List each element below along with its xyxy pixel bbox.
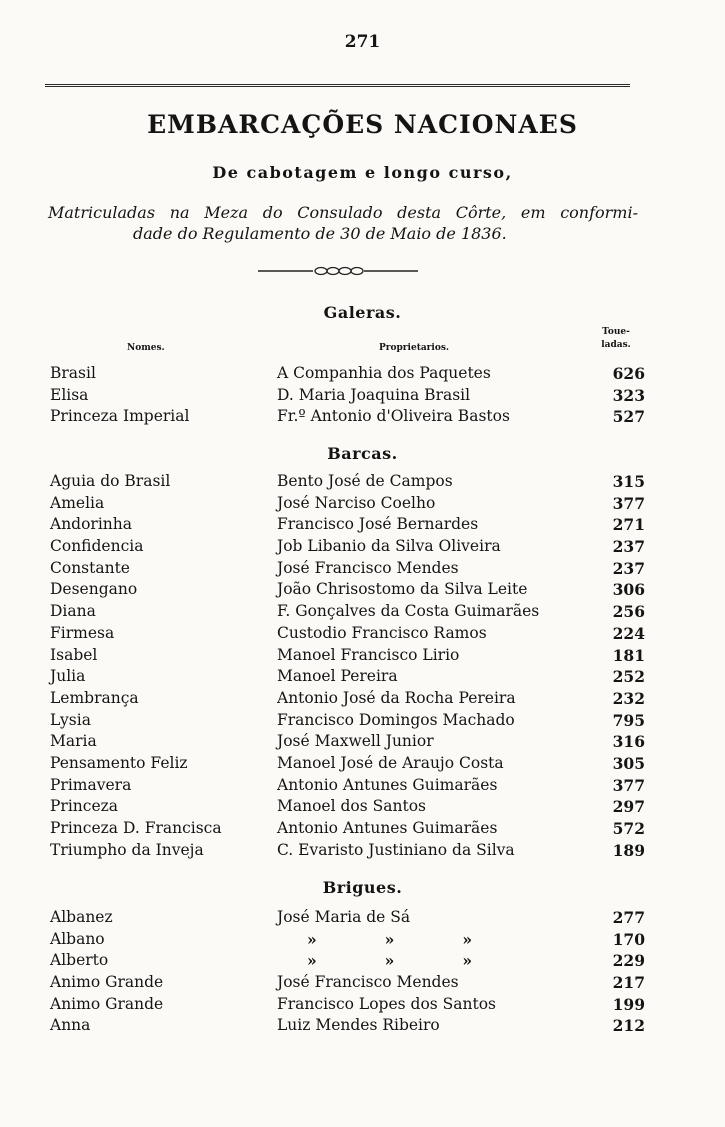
tonnage-value: 181 (612, 645, 645, 665)
table-row (50, 711, 645, 733)
table-row (50, 580, 645, 602)
vessel-name: Confidencia (50, 537, 144, 556)
brigues-rows (50, 908, 645, 1038)
tonnage-value: 256 (612, 602, 645, 622)
owner-name: Francisco Domingos Machado (277, 710, 515, 729)
tonnage-value: 323 (612, 385, 645, 405)
tonnage-value: 271 (612, 515, 645, 535)
owner-name: F. Gonçalves da Costa Guimarães (277, 602, 540, 621)
owner-name: José Francisco Mendes (277, 973, 459, 992)
vessel-name: Alberto (50, 951, 109, 970)
tonnage-value: 199 (612, 994, 645, 1014)
table-row (50, 930, 645, 952)
column-header-name: Nomes. (127, 343, 165, 353)
table-row (50, 973, 645, 995)
owner-name: Job Libanio da Silva Oliveira (277, 537, 501, 556)
tonnage-value: 377 (612, 775, 645, 795)
tonnage-header-line-2: ladas. (601, 340, 631, 350)
ornament-divider-icon (258, 266, 418, 276)
owner-name: Fr.º Antonio d'Oliveira Bastos (277, 407, 510, 426)
tonnage-value: 237 (612, 558, 645, 578)
owner-name: Manoel dos Santos (277, 797, 426, 816)
vessel-name: Firmesa (50, 623, 115, 642)
column-header-owner: Proprietarios. (379, 343, 450, 353)
table-row (50, 819, 645, 841)
table-row (50, 537, 645, 559)
vessel-name: Aguia do Brasil (50, 472, 171, 490)
ditto-mark: » (307, 929, 317, 949)
vessel-name: Brasil (50, 364, 96, 382)
tonnage-value: 626 (612, 364, 645, 383)
page-number: 271 (344, 32, 381, 52)
vessel-name: Animo Grande (50, 973, 164, 992)
owner-name: Manoel Pereira (277, 667, 398, 686)
tonnage-value: 305 (612, 753, 645, 773)
table-row (50, 646, 645, 668)
galeras-rows (50, 364, 645, 429)
table-row (50, 386, 645, 408)
vessel-name: Maria (50, 732, 97, 751)
owner-name: Francisco José Bernardes (277, 515, 479, 534)
tonnage-value: 316 (612, 732, 645, 752)
tonnage-value: 212 (612, 1016, 645, 1036)
table-row (50, 689, 645, 711)
owner-name: João Chrisostomo da Silva Leite (277, 580, 528, 599)
tonnage-value: 527 (612, 407, 645, 427)
tonnage-value: 572 (612, 819, 645, 838)
ditto-marks (307, 930, 472, 949)
section-title-brigues: Brigues. (322, 878, 403, 897)
tonnage-value: 189 (612, 840, 645, 860)
column-header-tonnage (590, 326, 642, 352)
vessel-name: Anna (50, 1016, 91, 1035)
owner-name: José Maxwell Junior (277, 732, 434, 751)
table-row (50, 364, 645, 386)
vessel-name: Desengano (50, 580, 138, 599)
page-subtitle: De cabotagem e longo curso, (212, 163, 513, 182)
table-row (50, 908, 645, 930)
tonnage-value: 217 (612, 973, 645, 993)
owner-name: Manoel José de Araujo Costa (277, 753, 504, 772)
owner-name: Bento José de Campos (277, 472, 453, 490)
description (48, 202, 638, 244)
owner-name: Manoel Francisco Lirio (277, 645, 460, 664)
table-row (50, 667, 645, 689)
description-line-2: dade do Regulamento de 30 de Maio de 1836. (133, 224, 507, 243)
tonnage-value: 232 (612, 688, 645, 708)
vessel-name: Diana (50, 602, 96, 621)
tonnage-value: 277 (612, 908, 645, 927)
table-row (50, 1016, 645, 1038)
table-row (50, 797, 645, 819)
table-row (50, 515, 645, 537)
ditto-mark: » (307, 951, 317, 971)
tonnage-value: 224 (612, 623, 645, 643)
vessel-name: Animo Grande (50, 994, 164, 1013)
tonnage-value: 297 (612, 797, 645, 817)
table-row (50, 602, 645, 624)
vessel-name: Albano (50, 929, 105, 948)
owner-name: A Companhia dos Paquetes (277, 364, 491, 382)
table-row (50, 951, 645, 973)
header-rule (45, 84, 630, 87)
tonnage-value: 377 (612, 493, 645, 513)
tonnage-value: 229 (612, 951, 645, 971)
vessel-name: Princeza Imperial (50, 407, 190, 426)
table-row (50, 559, 645, 581)
section-title-galeras: Galeras. (323, 303, 402, 322)
table-row (50, 624, 645, 646)
page-title: EMBARCAÇÕES NACIONAES (147, 110, 578, 139)
tonnage-value: 795 (612, 710, 645, 730)
vessel-name: Amelia (50, 493, 105, 512)
table-row (50, 732, 645, 754)
vessel-name: Triumpho da Inveja (50, 840, 204, 859)
vessel-name: Primavera (50, 775, 132, 794)
owner-name: Antonio José da Rocha Pereira (277, 688, 516, 707)
vessel-name: Princeza D. Francisca (50, 819, 222, 837)
ditto-mark: » (462, 951, 472, 971)
owner-name: C. Evaristo Justiniano da Silva (277, 840, 515, 859)
tonnage-header-line-1: Toue- (602, 327, 630, 337)
table-row (50, 472, 645, 494)
tonnage-value: 170 (612, 929, 645, 949)
ditto-mark: » (384, 929, 395, 949)
section-title-barcas: Barcas. (327, 444, 398, 463)
vessel-name: Constante (50, 558, 130, 577)
owner-name: Francisco Lopes dos Santos (277, 994, 497, 1013)
vessel-name: Lembrança (50, 688, 139, 707)
tonnage-value: 306 (612, 580, 645, 600)
tonnage-value: 252 (612, 667, 645, 687)
barcas-rows (50, 472, 645, 862)
tonnage-value: 237 (612, 537, 645, 557)
owner-name: José Francisco Mendes (277, 558, 459, 577)
owner-name: D. Maria Joaquina Brasil (277, 385, 471, 404)
owner-name: José Maria de Sá (277, 908, 411, 926)
table-row (50, 776, 645, 798)
owner-name: Antonio Antunes Guimarães (277, 819, 498, 837)
table-row (50, 841, 645, 863)
vessel-name: Julia (50, 667, 86, 686)
table-row (50, 407, 645, 429)
vessel-name: Pensamento Feliz (50, 753, 188, 772)
vessel-name: Princeza (50, 797, 119, 816)
owner-name: Luiz Mendes Ribeiro (277, 1016, 440, 1035)
ditto-mark: » (462, 929, 472, 949)
vessel-name: Andorinha (50, 515, 133, 534)
vessel-name: Elisa (50, 385, 89, 404)
table-row (50, 995, 645, 1017)
vessel-name: Albanez (50, 908, 113, 926)
owner-name: José Narciso Coelho (277, 493, 436, 512)
owner-name: Antonio Antunes Guimarães (277, 775, 498, 794)
vessel-name: Lysia (50, 710, 91, 729)
table-row (50, 754, 645, 776)
tonnage-value: 315 (612, 472, 645, 491)
ditto-mark: » (384, 951, 395, 971)
owner-name: Custodio Francisco Ramos (277, 623, 487, 642)
ditto-marks (307, 951, 472, 970)
vessel-name: Isabel (50, 645, 98, 664)
description-line-1: Matriculadas na Meza do Consulado desta Côrte, em conformi- (48, 203, 638, 222)
table-row (50, 494, 645, 516)
